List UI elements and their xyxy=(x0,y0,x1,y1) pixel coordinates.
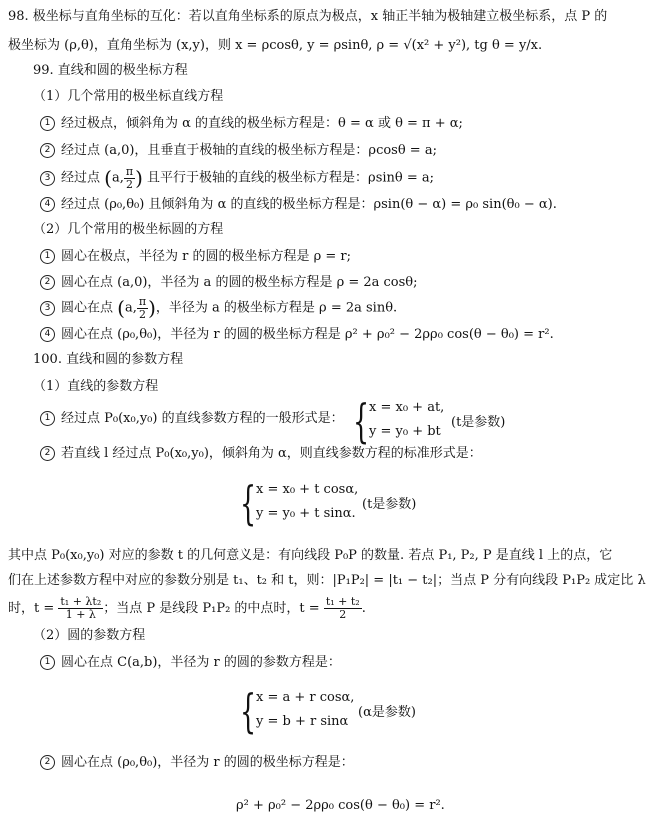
circle-item-text: ，半径为 a 的极坐标方程是 ρ = 2a sinθ. xyxy=(155,300,398,316)
param-item-text: 经过点 P₀(x₀,y₀) 的直线参数方程的一般形式是： xyxy=(61,411,344,426)
equation-row: x = a + r cosα, xyxy=(256,690,355,705)
paragraph-text: . xyxy=(361,601,366,616)
circle-item-text: 圆心在极点，半径为 r 的圆的极坐标方程是 ρ = r; xyxy=(61,249,352,264)
paragraph-text: 时，t = xyxy=(8,601,55,616)
line-item-text: 且平行于极轴的直线的极坐标方程是：ρsinθ = a; xyxy=(147,170,435,186)
param-item-2 xyxy=(40,445,656,463)
circled-number: 2 xyxy=(40,446,55,461)
circled-number: 2 xyxy=(40,143,55,158)
equation-row: y = y₀ + t sinα. xyxy=(256,506,356,521)
circle-item-2 xyxy=(40,274,656,292)
circled-number: 1 xyxy=(40,655,55,670)
point-a: a, xyxy=(111,170,124,186)
circle-item-text: 圆心在点 xyxy=(61,300,114,316)
fraction-lambda: $\frac{\text{t₁ + λt₂}}{1 + \lambda}$ xyxy=(60,595,102,621)
parameter-note: (t是参数) xyxy=(451,415,506,430)
circle-param-item-2 xyxy=(40,754,656,772)
paragraph-text: ；当点 P 是线段 P₁P₂ 的中点时，t = xyxy=(103,601,320,616)
circled-number: 4 xyxy=(40,197,55,212)
equation-row: x = x₀ + t cosα, xyxy=(256,482,359,497)
param-item-text: 若直线 l 经过点 P₀(x₀,y₀)，倾斜角为 α，则直线参数方程的标准形式是： xyxy=(61,446,482,461)
parameter-note: (t是参数) xyxy=(362,497,417,512)
param-item-1 xyxy=(40,410,656,428)
final-equation: ρ² + ρ₀² − 2ρρ₀ cos(θ − θ₀) = r². xyxy=(236,798,445,813)
circled-number: 2 xyxy=(40,275,55,290)
equation-system-general xyxy=(353,394,553,448)
fraction-midpoint: $\frac{\text{t₁ + t₂}}{2}$ xyxy=(325,595,360,621)
circle-param-item-1 xyxy=(40,654,656,672)
line-item-text: 经过极点，倾斜角为 α 的直线的极坐标方程是：θ = α 或 θ = π + α; xyxy=(61,116,463,131)
left-brace: { xyxy=(353,394,370,448)
line-item-text: 经过点 (ρ₀,θ₀) 且倾斜角为 α 的直线的极坐标方程是：ρsin(θ − α) = ρ₀ sin(θ₀ − α). xyxy=(61,197,557,212)
circle-item-text: 圆心在点 (a,0)，半径为 a 的圆的极坐标方程是 ρ = 2a cosθ; xyxy=(61,275,418,290)
subheading-polar-lines: （1）几个常用的极坐标直线方程 xyxy=(33,89,224,104)
paragraph-line1: 其中点 P₀(x₀,y₀) 对应的参数 t 的几何意义是：有向线段 P₀P 的数量. 若点 P₁, P₂, P 是直线 l 上的点，它 xyxy=(8,548,613,563)
line-item-1 xyxy=(40,115,656,133)
left-brace: { xyxy=(240,476,257,530)
line-item-4 xyxy=(40,196,656,214)
line-item-text: 经过点 xyxy=(61,170,101,186)
subheading-line-params: （1）直线的参数方程 xyxy=(33,379,159,394)
circled-number: 3 xyxy=(40,171,55,186)
heading-99: 99. 直线和圆的极坐标方程 xyxy=(33,63,188,78)
equation-system-standard xyxy=(240,476,470,530)
heading-100: 100. 直线和圆的参数方程 xyxy=(33,352,184,367)
item-98-line1: 98. 极坐标与直角坐标的互化：若以直角坐标系的原点为极点，x 轴正半轴为极轴建立极坐标系，点 P 的 xyxy=(8,9,608,24)
item-98-line2: 极坐标为 (ρ,θ)，直角坐标为 (x,y)，则 x = ρcosθ, y = ρsinθ, ρ = √(x² + y²), tg θ = y/x. xyxy=(8,38,543,53)
subheading-circle-params: （2）圆的参数方程 xyxy=(33,628,146,643)
circle-item-4 xyxy=(40,326,656,344)
line-item-3 xyxy=(40,165,656,192)
paragraph-line2: 们在上述参数方程中对应的参数分别是 t₁、t₂ 和 t，则：|P₁P₂| = |t₁ − t₂|；当点 P 分有向线段 P₁P₂ 成定比 λ xyxy=(8,573,646,588)
point-right-paren: ) xyxy=(135,166,143,190)
point-left-paren: ( xyxy=(104,166,112,190)
circled-number: 3 xyxy=(40,301,55,316)
circled-number: 2 xyxy=(40,755,55,770)
line-item-2 xyxy=(40,142,656,160)
circled-number: 4 xyxy=(40,327,55,342)
point-left-paren: ( xyxy=(117,296,125,320)
circle-item-1 xyxy=(40,248,656,266)
circle-item-3 xyxy=(40,295,656,322)
circle-param-text: 圆心在点 (ρ₀,θ₀)，半径为 r 的圆的极坐标方程是： xyxy=(61,755,354,770)
circle-item-text: 圆心在点 (ρ₀,θ₀)，半径为 r 的圆的极坐标方程是 ρ² + ρ₀² − 2ρρ₀ cos(θ − θ₀) = r². xyxy=(61,327,554,342)
left-brace: { xyxy=(240,684,257,738)
equation-row: x = x₀ + at, xyxy=(369,400,445,415)
subheading-polar-circles: （2）几个常用的极坐标圆的方程 xyxy=(33,222,224,237)
equation-system-circle xyxy=(240,684,470,738)
circled-number: 1 xyxy=(40,411,55,426)
fraction-pi-over-2: $\frac{\pi}{2}$ xyxy=(138,294,147,321)
equation-row: y = y₀ + bt xyxy=(369,424,441,439)
point-right-paren: ) xyxy=(148,296,156,320)
circled-number: 1 xyxy=(40,116,55,131)
point-a: a, xyxy=(124,300,137,316)
fraction-pi-over-2: $\frac{\pi}{2}$ xyxy=(125,164,134,191)
circle-param-text: 圆心在点 C(a,b)，半径为 r 的圆的参数方程是： xyxy=(61,655,341,670)
paragraph-line3 xyxy=(8,595,656,623)
circled-number: 1 xyxy=(40,249,55,264)
equation-row: y = b + r sinα xyxy=(256,714,349,729)
line-item-text: 经过点 (a,0)，且垂直于极轴的直线的极坐标方程是：ρcosθ = a; xyxy=(61,143,437,158)
parameter-note: (α是参数) xyxy=(358,705,416,720)
